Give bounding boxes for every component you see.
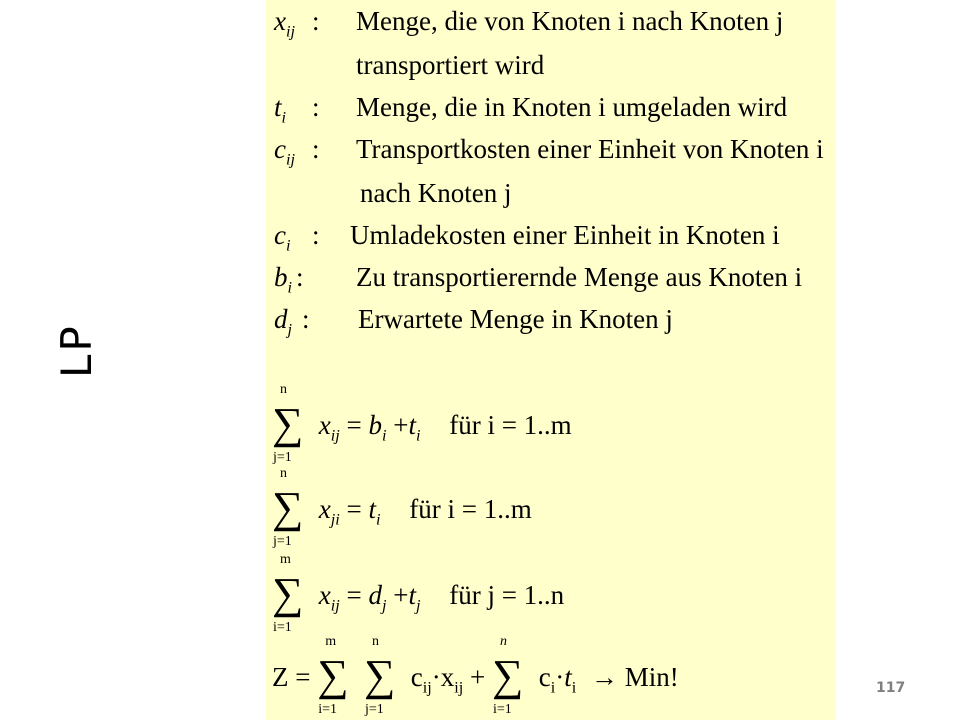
summation-symbol: ∑ m i=1 — [317, 634, 349, 717]
slide-title: LP — [52, 323, 101, 378]
definition-colon: : — [302, 304, 310, 334]
definition-symbol: $c_{ij}$ — [274, 134, 295, 169]
definition-colon: : — [312, 92, 320, 122]
definition-text: nach Knoten j — [360, 178, 512, 208]
page-number: 117 — [876, 680, 906, 696]
definition-text: Zu transportierernde Menge aus Knoten i — [356, 262, 803, 292]
definition-text: transportiert wird — [356, 50, 545, 80]
summation-symbol: ∑ n i=1 — [491, 634, 524, 717]
summation-symbol: ∑ n j=1 — [272, 382, 304, 465]
definition-colon: : — [312, 6, 320, 36]
definition-symbol: $b_i$ — [274, 262, 292, 297]
constraint-equation: ∑ n j=1 $x_{ji} = t_i$ für i = 1..m — [272, 466, 532, 549]
definition-text: Menge, die von Knoten i nach Knoten j — [356, 6, 784, 36]
definition-text: Umladekosten einer Einheit in Knoten i — [350, 220, 780, 250]
definition-colon: : — [296, 262, 304, 292]
definition-colon: : — [312, 220, 320, 250]
summation-symbol: ∑ n j=1 — [363, 634, 396, 717]
summation-symbol: ∑ m i=1 — [272, 552, 304, 635]
formula-panel — [266, 0, 836, 720]
definition-symbol: $c_i$ — [274, 220, 291, 255]
objective-function: Z = ∑ m i=1 ∑ n j=1 $c_{ij}\cdot x_{ij}$ + ∑ n i=1 $c_i\cdot t_i$ → Min! — [272, 634, 679, 717]
definition-colon: : — [312, 134, 320, 164]
constraint-equation: ∑ m i=1 $x_{ij} = d_j +t_j$ für j = 1..n — [272, 552, 565, 635]
definition-symbol: $d_j$ — [274, 304, 292, 339]
definition-symbol: $x_{ij}$ — [274, 6, 295, 41]
definition-text: Erwartete Menge in Knoten j — [358, 304, 673, 334]
definition-text: Menge, die in Knoten i umgeladen wird — [356, 92, 788, 122]
constraint-equation: ∑ n j=1 $x_{ij} = b_i +t_i$ für i = 1..m — [272, 382, 572, 465]
definition-text: Transportkosten einer Einheit von Knoten i — [356, 134, 824, 164]
definition-symbol: $t_i$ — [274, 92, 287, 127]
summation-symbol: ∑ n j=1 — [272, 466, 304, 549]
